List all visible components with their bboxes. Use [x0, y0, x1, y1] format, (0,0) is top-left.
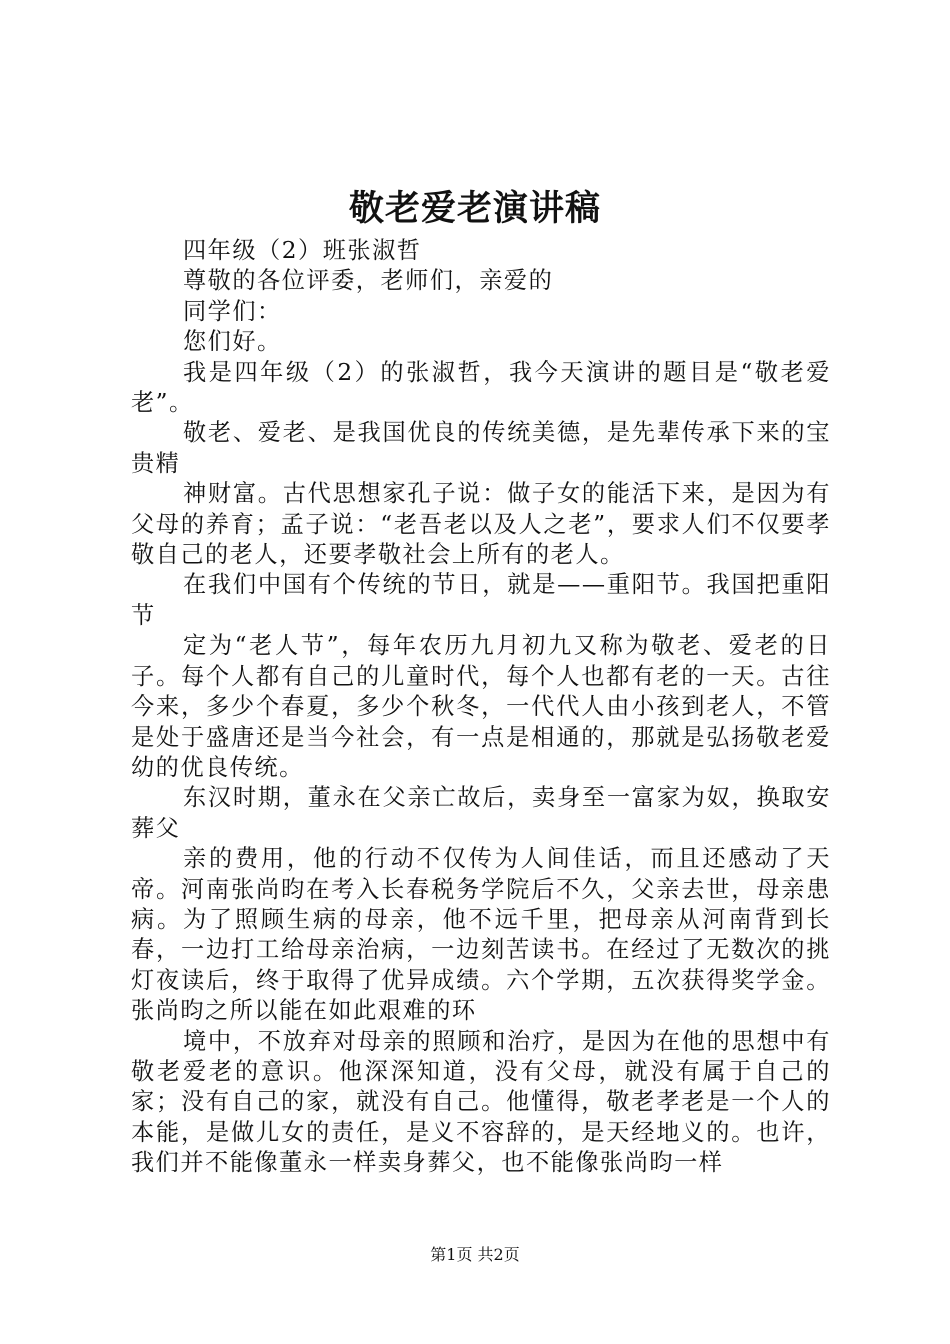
paragraph: 东汉时期，董永在父亲亡故后，卖身至一富家为奴，换取安葬父 [131, 784, 831, 842]
paragraph: 尊敬的各位评委，老师们，亲爱的 [183, 267, 554, 295]
document-title: 敬老爱老演讲稿 [348, 188, 601, 229]
paragraph: 定为“老人节”，每年农历九月初九又称为敬老、爱老的日子。每个人都有自己的儿童时代，每个人也都有老的一天。古往今来，多少个春夏，多少个秋冬，一代代人由小孩到老人，不管是处于盛唐还是当今社会，有一点是相通的，那就是弘扬敬老爱幼的优良传统。 [131, 632, 831, 781]
paragraph: 在我们中国有个传统的节日，就是——重阳节。我国把重阳节 [131, 571, 831, 629]
document-body [131, 236, 831, 1179]
paragraph: 我是四年级（2）的张淑哲，我今天演讲的题目是“敬老爱老”。 [131, 358, 831, 417]
paragraph: 境中，不放弃对母亲的照顾和治疗，是因为在他的思想中有敬老爱老的意识。他深深知道，没有父母，就没有属于自己的家；没有自己的家，就没有自己。他懂得，敬老孝老是一个人的本能，是做儿女的责任，是义不容辞的，是天经地义的。也许，我们并不能像董永一样卖身葬父，也不能像张尚昀一样 [131, 1027, 831, 1177]
paragraph: 您们好。 [183, 328, 282, 356]
paragraph: 神财富。古代思想家孔子说：做子女的能活下来，是因为有父母的养育；孟子说：“老吾老以及人之老”，要求人们不仅要孝敬自己的老人，还要孝敬社会上所有的老人。 [131, 480, 831, 569]
paragraph: 亲的费用，他的行动不仅传为人间佳话，而且还感动了天帝。河南张尚昀在考入长春税务学院后不久，父亲去世，母亲患病。为了照顾生病的母亲，他不远千里，把母亲从河南背到长春，一边打工给母亲治病，一边刻苦读书。在经过了无数次的挑灯夜读后，终于取得了优异成绩。六个学期，五次获得奖学金。张尚昀之所以能在如此艰难的环 [131, 845, 831, 1025]
paragraph: 同学们： [183, 297, 282, 325]
page-number: 第1页 共2页 [430, 1245, 520, 1264]
paragraph: 四年级（2）班张淑哲 [183, 237, 422, 264]
paragraph: 敬老、爱老、是我国优良的传统美德，是先辈传承下来的宝贵精 [131, 419, 831, 477]
